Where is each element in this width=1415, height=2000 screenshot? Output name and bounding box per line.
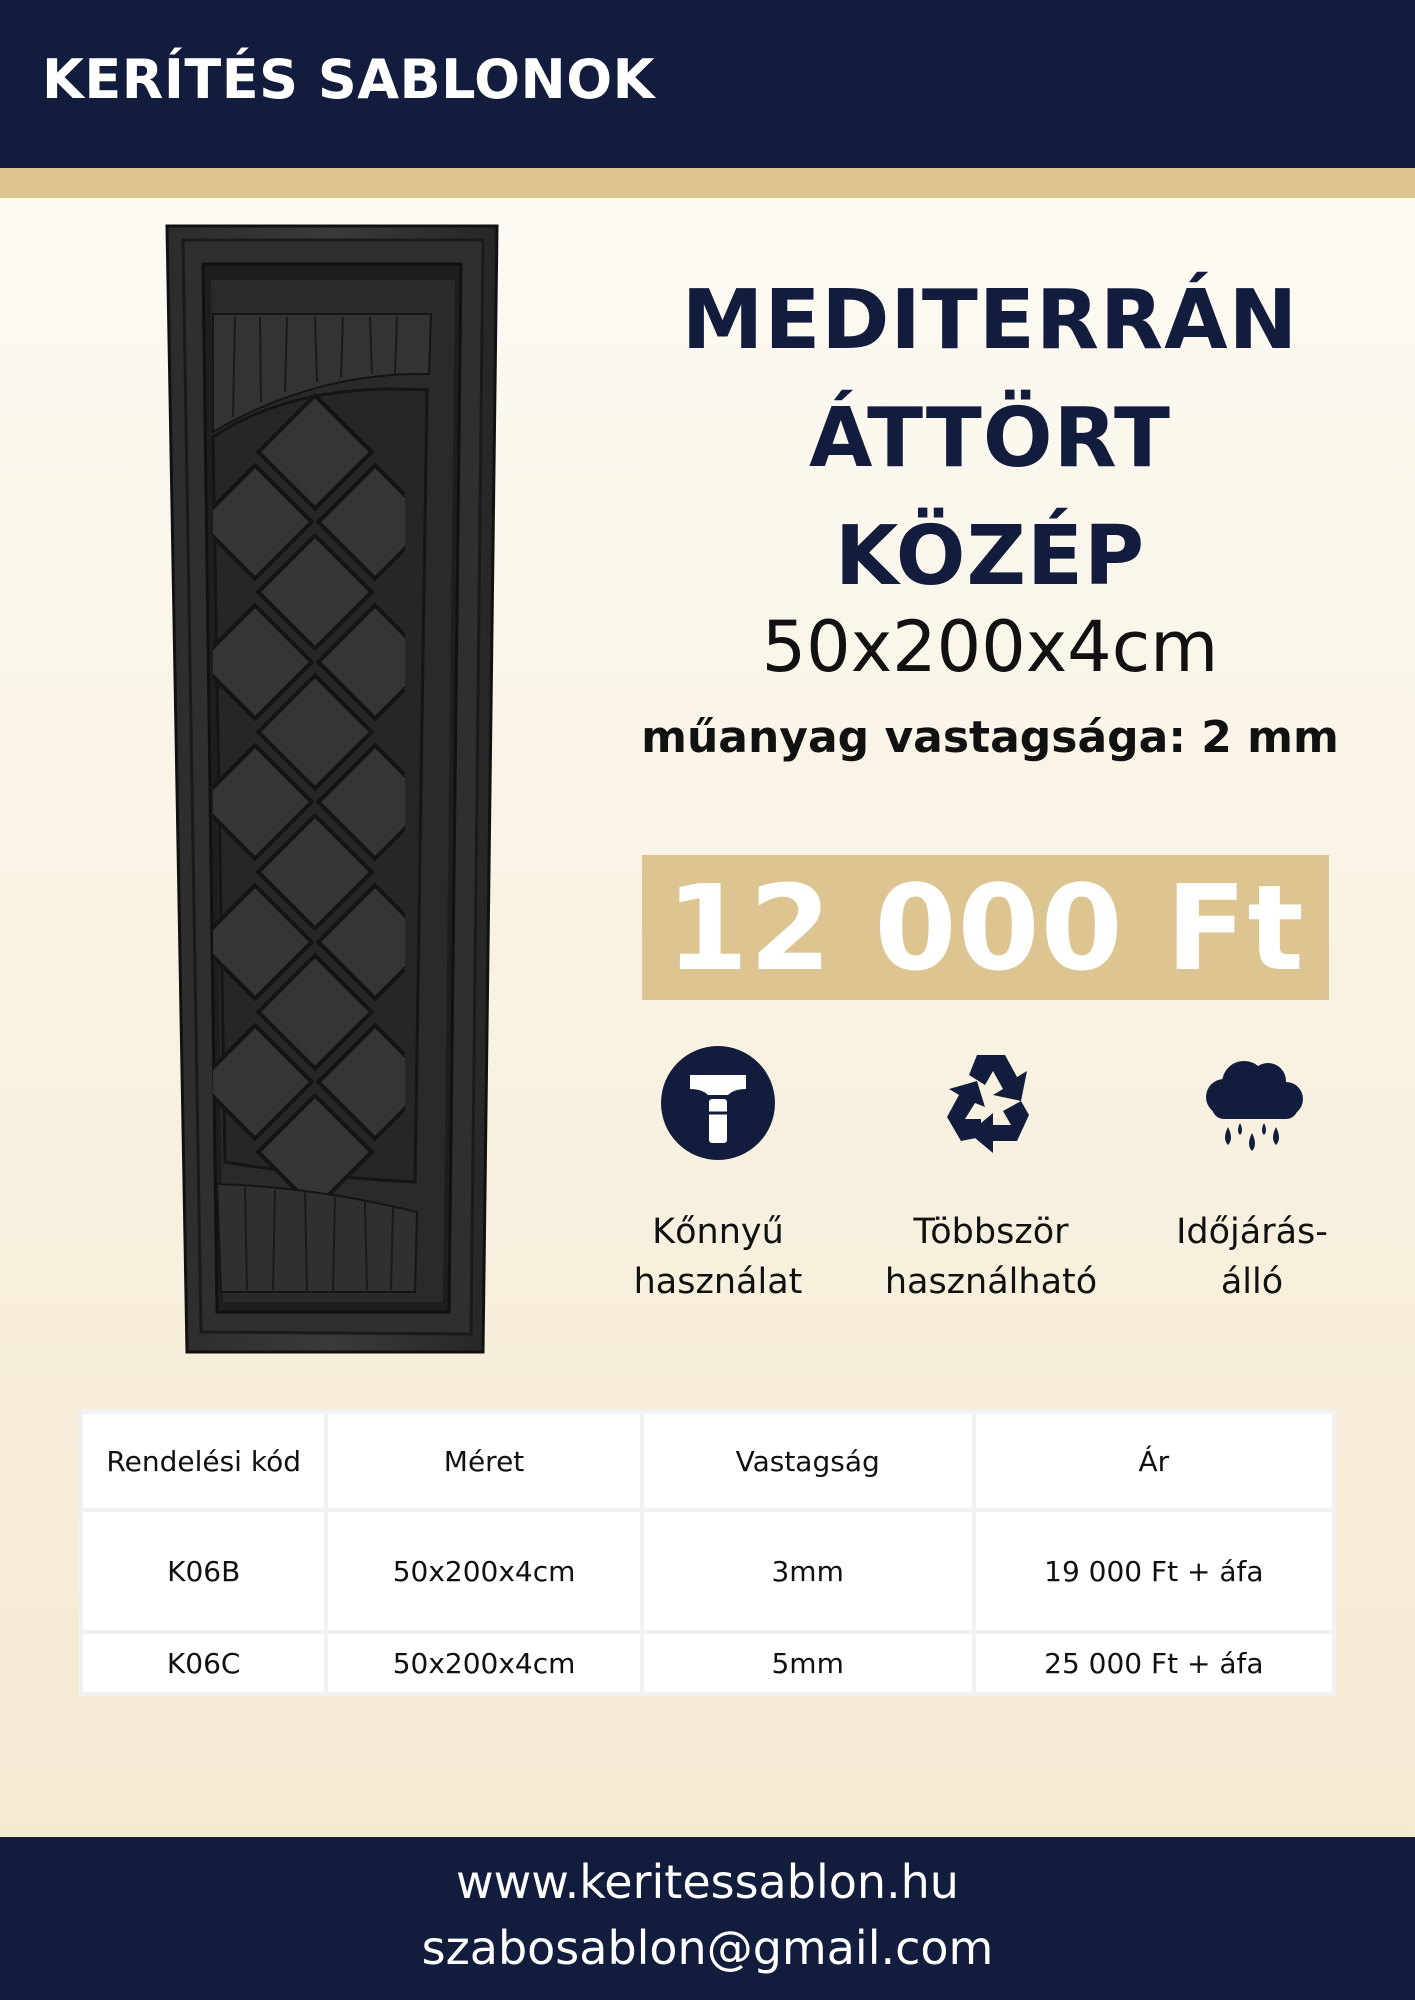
page-header: [0, 0, 1415, 168]
feature-label-line-2: használat: [633, 1262, 803, 1302]
table-header-cell: Méret: [326, 1412, 641, 1510]
email-link[interactable]: szabosablon@gmail.com: [421, 1921, 994, 1975]
fence-mold-image: [165, 222, 500, 1354]
table-cell: K06C: [81, 1632, 326, 1694]
order-table: [79, 1410, 1336, 1696]
table-header-cell: Ár: [974, 1412, 1334, 1510]
website-link[interactable]: www.keritessablon.hu: [456, 1855, 959, 1909]
hammer-icon: [660, 1045, 776, 1161]
table-row: [81, 1510, 1334, 1632]
product-title-line-1: MEDITERRÁN: [681, 273, 1299, 368]
feature-label-line-2: álló: [1220, 1262, 1284, 1302]
price-badge: [642, 855, 1329, 1000]
product-title-line-2: ÁTTÖRT: [809, 391, 1171, 486]
feature-easy-use: [593, 1045, 843, 1307]
feature-label-line-1: Többször: [913, 1212, 1069, 1252]
feature-label-line-1: Kőnnyű: [652, 1212, 784, 1252]
table-row: [81, 1632, 1334, 1694]
feature-label-line-2: használható: [884, 1262, 1098, 1302]
product-title: [620, 262, 1360, 616]
table-cell: 50x200x4cm: [326, 1632, 641, 1694]
price-value: 12 000 Ft: [666, 858, 1305, 997]
table-header-cell: Vastagság: [642, 1412, 974, 1510]
table-cell: K06B: [81, 1510, 326, 1632]
product-thickness: műanyag vastagsága: 2 mm: [641, 712, 1339, 763]
table-cell: 5mm: [642, 1632, 974, 1694]
rain-cloud-icon: [1194, 1045, 1310, 1161]
feature-reusable: [866, 1045, 1116, 1307]
table-cell: 3mm: [642, 1510, 974, 1632]
table-cell: 19 000 Ft + áfa: [974, 1510, 1334, 1632]
table-cell: 50x200x4cm: [326, 1510, 641, 1632]
feature-label-line-1: Időjárás-: [1176, 1212, 1328, 1252]
feature-weatherproof: [1127, 1045, 1377, 1307]
table-header-cell: Rendelési kód: [81, 1412, 326, 1510]
page-footer: [0, 1837, 1415, 2000]
recycle-icon: [933, 1045, 1049, 1161]
table-cell: 25 000 Ft + áfa: [974, 1632, 1334, 1694]
gold-stripe: [0, 168, 1415, 198]
product-dimensions: 50x200x4cm: [761, 606, 1219, 688]
product-title-line-3: KÖZÉP: [834, 509, 1146, 604]
table-header-row: [81, 1412, 1334, 1510]
header-title: KERÍTÉS SABLONOK: [42, 48, 655, 111]
